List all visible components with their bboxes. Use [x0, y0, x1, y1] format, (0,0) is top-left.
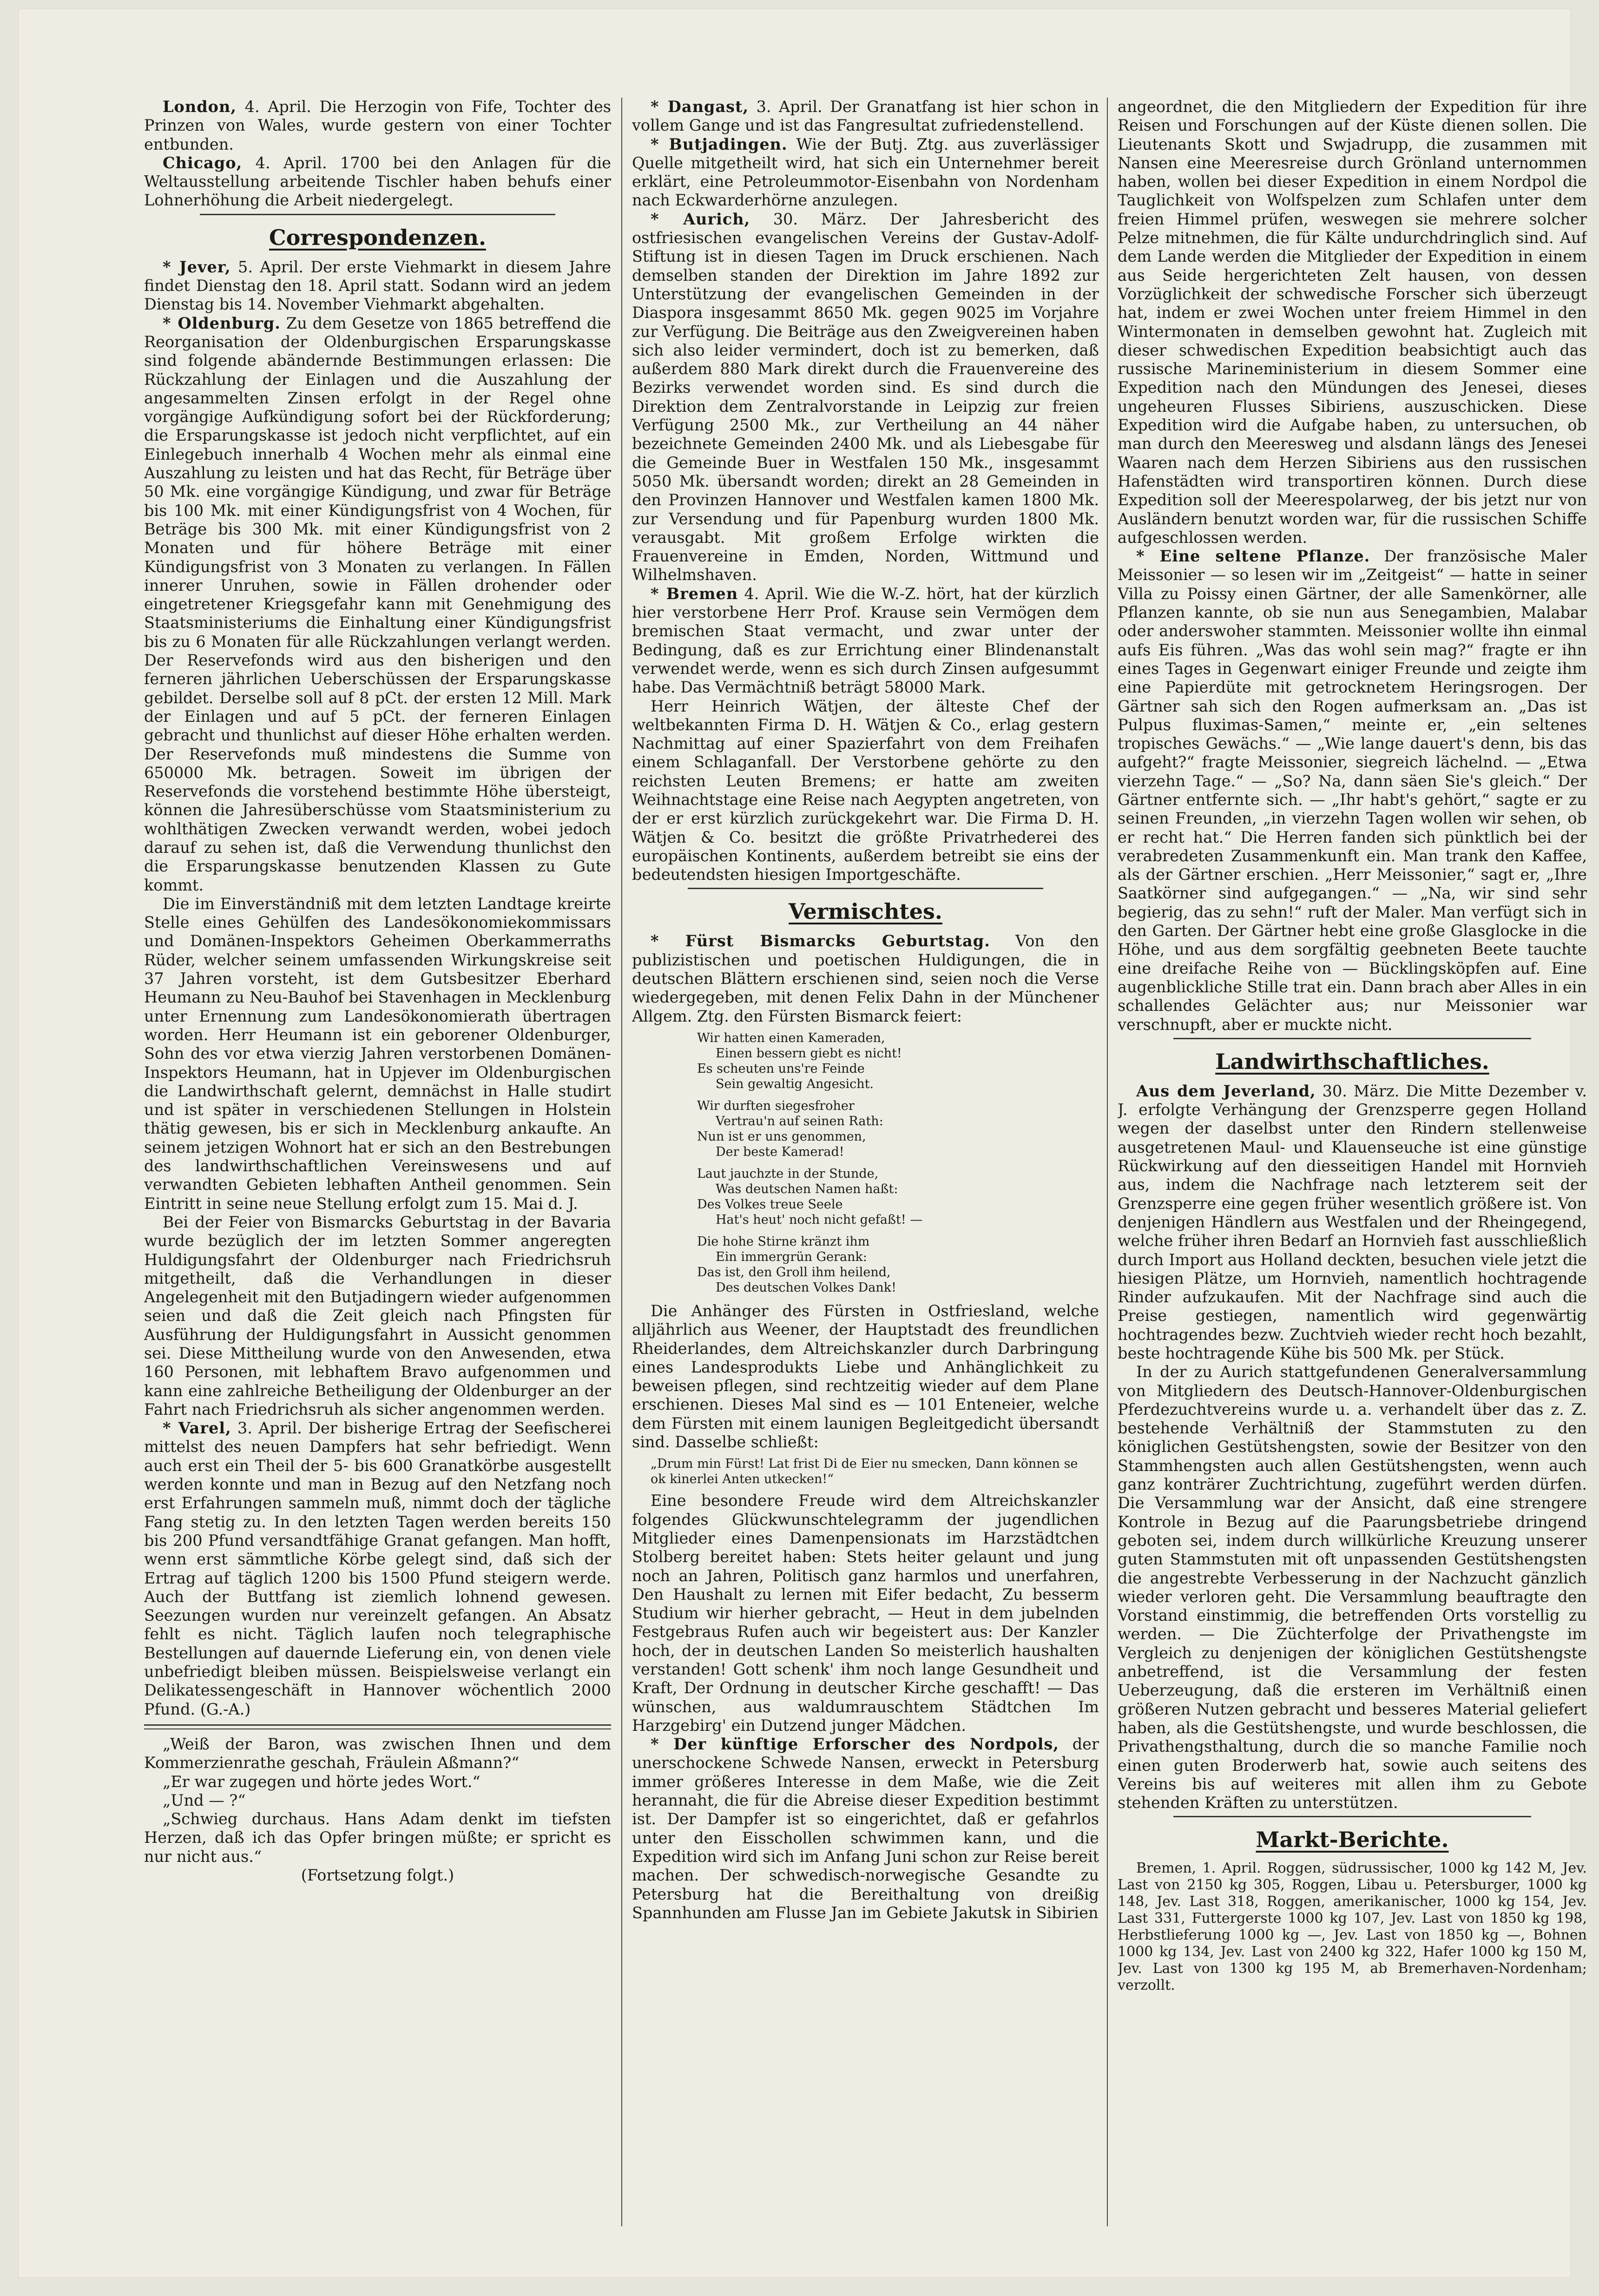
news-london: London, 4. April. Die Herzogin von Fife, Tochter des Prinzen von Wales, wurde gestern von einer Tochter entbunden. — [144, 98, 611, 153]
section-heading-landwirthschaftliches: Landwirthschaftliches. — [1215, 1049, 1489, 1074]
poem — [697, 1030, 1099, 1295]
section-heading-correspondenzen: Correspondenzen. — [269, 224, 486, 250]
poem-line: Es scheuten uns're Feinde — [697, 1061, 865, 1076]
column-2 — [632, 98, 1099, 2226]
poem-line: Sein gewaltig Angesicht. — [716, 1076, 874, 1091]
market-report: Bremen, 1. April. Roggen, südrussischer, 1000 kg 142 M, Jev. Last von 2150 kg 305, Roggen, Libau u. Petersburger, 1000 kg 148, Jev. Last 318, Roggen, amerikanischer, 1000 kg 154, Jev. Last 331, Futtergerste 1000 kg 107, Jev. Last von 1850 kg 198, Herbstlieferung 1000 kg —, Jev. Last von 1850 kg —, Bohnen 1000 kg 134, Jev. Last von 2400 kg 322, Hafer 1000 kg 150 M, Jev. Last von 1300 kg 195 M, ab Bremerhaven-Nordenham; verzollt. — [1118, 1860, 1587, 1994]
news-oldenburg-3: Bei der Feier von Bismarcks Geburtstag in der Bavaria wurde bezüglich der im letzten Sommer angeregten Huldigungsfahrt der Oldenburger nach Friedrichsruh mitgetheilt, daß die Verhandlungen in dieser Angelegenheit mit den Butjadingern wieder aufgenommen seien und daß die Zeit gleich nach Pfingsten für Ausführung der Huldigungsfahrt in Aussicht genommen sei. Diese Mittheilung wurde von den Anwesenden, etwa 160 Personen, mit lebhaftem Bravo aufgenommen und kann eine zahlreiche Betheiligung der Oldenburger an der Fahrt nach Friedrichsruh als sicher angenommen werden. — [144, 1213, 611, 1419]
divider — [688, 888, 1043, 889]
column-rule-1 — [621, 98, 622, 2226]
divider — [200, 214, 555, 215]
news-nordpol: * Der künftige Erforscher des Nordpols, der unerschockene Schwede Nansen, erweckt in Petersburg immer größeres Interesse in dem Maße, wie die Zeit herannaht, die für die Abreise dieser Expedition bestimmt ist. Der Dampfer ist so eingerichtet, daß er gefahrlos unter den Eisschollen schwimmen kann, und die Expedition wird sich im Anfang Juni schon zur Reise bereit machen. Der schwedisch-norwegische Gesandte zu Petersburg hat die Bereithaltung von dreißig Spannhunden am Flusse Jan im Gebiete Jakutsk in Sibirien — [632, 1735, 1099, 1922]
news-bismarck: * Fürst Bismarcks Geburtstag. Von den publizistischen und poetischen Huldigungen, die in deutschen Blättern erschienen sind, seien noch die Verse wiedergegeben, mit denen Felix Dahn in der Münchener Allgem. Ztg. den Fürsten Bismarck feiert: — [632, 932, 1099, 1025]
poem-line: Des deutschen Volkes Dank! — [716, 1280, 896, 1295]
column-rule-2 — [1107, 98, 1108, 2226]
poem-line: Wir durften siegesfroher — [697, 1098, 855, 1113]
story-line-1: „Weiß der Baron, was zwischen Ihnen und dem Kommerzienrathe geschah, Fräulein Aßmann?“ — [144, 1735, 611, 1772]
news-oldenburg: * Oldenburg. Zu dem Gesetze von 1865 betreffend die Reorganisation der Oldenburgischen Ersparungskasse sind folgende abändernde Bestimmungen erlassen: Die Rückzahlung der Einlagen und die Auszahlung der angesammelten Zinsen erfolgt in der Regel ohne vorgängige Aufkündigung sofort bei der Rückforderung; die Ersparungskasse ist jedoch nicht verpflichtet, auf ein Einlegebuch innerhalb 4 Wochen mehr als einmal eine Auszahlung zu leisten und hat das Recht, für Beträge über 50 Mk. eine vorgängige Kündigung, und zwar für Beträge bis 100 Mk. mit einer Kündigungsfrist von 4 Wochen, für Beträge bis 300 Mk. mit einer Kündigungsfrist von 2 Monaten und für höhere Beträge mit einer Kündigungsfrist von 3 Monaten zu verlangen. In Fällen innerer Unruhen, sowie in Fällen drohender oder eingetretener Kriegsgefahr kann mit Genehmigung des Staatsministeriums die Einhaltung einer Kündigungsfrist bis zu 6 Monaten für alle Rückzahlungen verlangt werden. Der Reservefonds wird aus den bisherigen und den ferneren jährlichen Ueberschüssen der Ersparungskasse gebildet. Derselbe soll auf 8 pCt. der ersten 12 Mill. Mark der Einlagen und auf 5 pCt. der ferneren Einlagen gebracht und thunlichst auf dieser Höhe erhalten werden. Der Reservefonds muß mindestens die Summe von 650000 Mk. betragen. Soweit im übrigen der Reservefonds die vorstehend bestimmte Höhe übersteigt, können die Jahresüberschüsse vom Staatsministerium zu wohlthätigen Zwecken verwandt werden, wobei jedoch darauf zu sehen ist, daß die Verwendung thunlichst den die Ersparungskasse benutzenden Klassen zu Gute kommt. — [144, 314, 611, 894]
news-oldenburg-2: Die im Einverständniß mit dem letzten Landtage kreirte Stelle eines Gehülfen des Landesökonomiekommissars und Domänen-Inspektors Geheimen Oberkammerraths Rüder, welcher seinem umfassenden Wirkungskreise seit 37 Jahren vorsteht, ist dem Gutsbesitzer Eberhard Heumann zu Neu-Bauhof bei Stavenhagen in Mecklenburg unter Ernennung zum Landesökonomierath übertragen worden. Herr Heumann ist ein geborener Oldenburger, Sohn des vor etwa vierzig Jahren verstorbenen Domänen-Inspektors Heumann, hat in Upjever im Oldenburgischen die Landwirthschaft gelernt, demnächst in Halle studirt und ist später in verschiedenen Stellungen in Holstein thätig gewesen, bis er sich in Mecklenburg ankaufte. An seinem jetzigen Wohnort hat er sich an den Bestrebungen des landwirthschaftlichen Vereinswesens und auf verwandten Gebieten lebhaften Antheil genommen. Sein Eintritt in seine neue Stellung erfolgt zum 15. Mai d. J. — [144, 894, 611, 1213]
feuilleton-divider — [144, 1724, 611, 1729]
news-ostfriesland: Die Anhänger des Fürsten in Ostfriesland, welche alljährlich aus Weener, der Hauptstadt des freundlichen Rheiderlandes, dem Altreichskanzler durch Darbringung eines Landesprodukts Liebe und Anhänglichkeit zu beweisen pflegen, sind rechtzeitig wieder auf dem Plane erschienen. Dieses Mal sind es — 101 Enteneier, welche dem Fürsten mit einem launigen Begleitgedicht übersandt sind. Dasselbe schließt: — [632, 1301, 1099, 1451]
story-line-3: „Und — ?“ — [163, 1791, 246, 1809]
news-aurich: * Aurich, 30. März. Der Jahresbericht des ostfriesischen evangelischen Vereins der Gustav-Adolf-Stiftung ist in diesen Tagen im Druck erschienen. Nach demselben standen der Direktion im Jahre 1892 zur Unterstützung der evangelischen Gemeinden in der Diaspora insgesammt 8650 Mk. gegen 9025 im Vorjahre zur Verfügung. Die Beiträge aus den Zweigvereinen haben sich also leider vermindert, doch ist zu bemerken, daß außerdem 880 Mark direkt durch die Frauenvereine des Bezirks verwendet worden sind. Es sind durch die Direktion dem Zentralvorstande in Leipzig zur freien Verfügung 2500 Mk., zur Vertheilung an 44 näher bezeichnete Gemeinden 2400 Mk. und als Liebesgabe für die Gemeinde Buer in Westfalen 150 Mk., insgesammt 5050 Mk. übersandt worden; direkt an 28 Gemeinden in den Provinzen Hannover und Westfalen kamen 1800 Mk. zur Versendung und für Papenburg wurden 1800 Mk. verausgabt. Mit großem Erfolge wirkten die Frauenvereine in Emden, Norden, Wittmund und Wilhelmshaven. — [632, 210, 1099, 584]
poem-line: Der beste Kamerad! — [716, 1144, 844, 1159]
poem-stanza — [697, 1030, 1099, 1092]
news-jeverland: Aus dem Jeverland, 30. März. Die Mitte Dezember v. J. erfolgte Verhängung der Grenzsperre gegen Holland wegen der daselbst unter den Rindern stellenweise ausgetretenen Maul- und Klauenseuche ist eine günstige Rückwirkung auf den diesseitigen Handel mit Hornvieh aus, indem die Nachfrage nach letzterem seit der Grenzsperre eine gegen früher wesentlich größere ist. Von denjenigen Händlern aus Westfalen und der Rheingegend, welche früher ihren Bedarf an Hornvieh fast ausschließlich durch Import aus Holland deckten, besuchen viele jetzt die hiesigen Plätze, um Hornvieh, namentlich hochtragende Rinder aufzukaufen. Mit der Nachfrage sind auch die Preise gestiegen, namentlich wird gegenwärtig hochtragendes bezw. Zuchtvieh wieder recht hoch bezahlt, beste hochtragende Kühe bis 500 Mk. per Stück. — [1118, 1082, 1587, 1362]
news-varel: * Varel, 3. April. Der bisherige Ertrag der Seefischerei mittelst des neuen Dampfers hat sehr befriedigt. Wenn auch erst ein Theil der 5- bis 600 Granatkörbe ausgestellt werden konnte und man in Bezug auf den Netzfang noch erst Erfahrungen sammeln muß, nimmt doch der tägliche Fang stetig zu. In den letzten Tagen werden bereits 150 bis 200 Pfund versandtfähige Granat gefangen. Man hofft, wenn erst sämmtliche Körbe gelegt sind, daß sich der Ertrag auf täglich 1200 bis 1500 Pfund steigern werde. Auch der Buttfang ist ziemlich lohnend gewesen. Seezungen wurden nur vereinzelt gefangen. An Absatz fehlt es nicht. Täglich laufen noch telegraphische Bestellungen auf dauernde Lieferung ein, von denen viele unbefriedigt bleiben müssen. Beispielsweise verlangt ein Delikatessengeschäft in Hannover wöchentlich 2000 Pfund. (G.-A.) — [144, 1419, 611, 1718]
poem-line: Vertrau'n auf seinen Rath: — [716, 1114, 883, 1128]
continuation-note: (Fortsetzung folgt.) — [301, 1866, 454, 1885]
news-bremen-2: Herr Heinrich Wätjen, der älteste Chef der weltbekannten Firma D. H. Wätjen & Co., erlag gestern Nachmittag auf einer Spazierfahrt von dem Freihafen einem Schlaganfall. Der Verstorbene gehörte zu den reichsten Leuten Bremens; er hatte am zweiten Weihnachtstage eine Reise nach Aegypten angetreten, von der er erst kürzlich zurückgekehrt war. Die Firma D. H. Wätjen & Co. besitzt die größte Privatrhederei des europäischen Kontinents, außerdem betreibt sie eins der bedeutendsten hiesigen Importgeschäfte. — [632, 697, 1099, 884]
story-line-2: „Er war zugegen und hörte jedes Wort.“ — [163, 1772, 480, 1791]
poem-line: Laut jauchzte in der Stunde, — [697, 1166, 879, 1181]
poem-line: Die hohe Stirne kränzt ihm — [697, 1234, 870, 1249]
news-pferdezucht: In der zu Aurich stattgefundenen Generalversammlung von Mitgliedern des Deutsch-Hannover-Oldenburgischen Pferdezuchtvereins wurde u. a. verhandelt über das z. Z. bestehende Verhältniß der Stammstuten zu den königlichen Gestütshengsten, sowie der Besitzer von den Stammhengsten auch allen Gestütshengsten, wenn auch ganz konträrer Zuchtrichtung, zugeführt werden dürfen. Die Versammlung war der Ansicht, daß eine strengere Kontrole in Bezug auf die Paarungsbetriebe dringend geboten sei, indem durch willkürliche Kreuzung unserer guten Stammstuten mit oft unpassenden Gestütshengsten die angestrebte Verbesserung in der Nachzucht gänzlich wieder verloren geht. Die Versammlung beauftragte den Vorstand einstimmig, die betreffenden Orts vorstellig zu werden. — Die Züchterfolge der Privathengste im Vergleich zu denjenigen der königlichen Gestütshengste anbetreffend, ist die Versammlung der festen Ueberzeugung, daß die ersteren im Verhältniß einen größeren Nutzen gebracht und besseres Material geliefert haben, als die Gestütshengste, und wurde beschlossen, die Privathengsthaltung, durch die so manche Familie noch einen guten Broderwerb hat, sowie auch seitens des Vereins bis auf weiteres mit allen ihm zu Gebote stehenden Kräften zu unterstützen. — [1118, 1363, 1587, 1812]
poem-line: Einen bessern giebt es nicht! — [716, 1046, 902, 1061]
poem-line: Hat's heut' noch nicht gefaßt! — — [716, 1212, 923, 1227]
poem-stanza — [697, 1166, 1099, 1227]
divider — [1173, 1038, 1531, 1039]
poem-line: Wir hatten einen Kameraden, — [697, 1030, 885, 1045]
poem-line: Was deutschen Namen haßt: — [716, 1181, 898, 1196]
news-stolberg: Eine besondere Freude wird dem Altreichskanzler folgendes Glückwunschtelegramm der jugendlichen Mitglieder eines Damenpensionats im Harzstädtchen Stolberg bereitet haben: Stets heiter gelaunt und jung noch an Jahren, Politisch ganz harmlos und unerfahren, Den Haushalt zu lernen mit Eifer bedacht, Zu besserm Studium wir hierher gebracht, — Heut in dem jubelnden Festgebraus Rufen auch wir begeistert aus: Der Kanzler hoch, der in deutschen Landen So meisterlich haushalten verstanden! Gott schenk' ihm noch lange Gesundheit und Kraft, Der Ordnung in deutscher Kirche geschafft! — Das wünschen, aus waldumrauschtem Städtchen Im Harzgebirg' ein Dutzend junger Mädchen. — [632, 1491, 1099, 1735]
poem-stanza — [697, 1234, 1099, 1295]
divider — [1173, 1816, 1531, 1817]
section-heading-vermischtes: Vermischtes. — [789, 899, 942, 924]
poem-line: Des Volkes treue Seele — [697, 1197, 843, 1212]
section-heading-marktberichte: Markt-Berichte. — [1256, 1827, 1449, 1853]
news-nordpol-continued: angeordnet, die den Mitgliedern der Expedition für ihre Reisen und Forschungen auf der Küste dienen sollen. Die Lieutenants Skott und Swjadrupp, die zusammen mit Nansen eine Meeresreise durch Grönland unternommen haben, wollen bei dieser Expedition in einem Nordpol die Tauglichkeit von Wolfspelzen zum Schlafen unter dem freien Himmel prüfen, weswegen sie mehrere solcher Pelze mitnehmen, die für Kälte undurchdringlich sind. Auf dem Lande werden die Mitglieder der Expedition in einem aus Seide hergerichteten Zelt hausen, von dessen Vorzüglichkeit der schwedische Forscher sich überzeugt hat, indem er zwei Wochen unter freiem Himmel in den Wintermonaten in demselben gewohnt hat. Zugleich mit dieser schwedischen Expedition beabsichtigt auch das russische Marineministerium in diesem Sommer eine Expedition nach den Mündungen des Jenesei, dieses ungeheuren Flusses Sibiriens, auszuschicken. Diese Expedition wird die Aufgabe haben, zu untersuchen, ob man durch den Meeresweg und alsdann längs des Jenesei Waaren nach dem Herzen Sibiriens aus den russischen Hafenstädten wird transportiren können. Durch diese Expedition soll der Meerespolarweg, der bis jetzt nur von Ausländern benutzt worden war, für die russischen Schiffe aufgeschlossen werden. — [1118, 98, 1587, 547]
news-dangast: * Dangast, 3. April. Der Granatfang ist hier schon in vollem Gange und ist das Fangresultat zufriedenstellend. — [632, 98, 1099, 135]
news-bremen: * Bremen 4. April. Wie die W.-Z. hört, hat der kürzlich hier verstorbene Herr Prof. Krause sein Vermögen dem bremischen Staat vermacht, und zwar unter der Bedingung, daß es zur Errichtung einer Blindenanstalt verwendet werde, wenn es sich durch Zinsen aufgesummt habe. Das Vermächtniß beträgt 58000 Mark. — [632, 584, 1099, 697]
column-3 — [1118, 98, 1587, 2226]
news-pflanze: * Eine seltene Pflanze. Der französische Maler Meissonier — so lesen wir im „Zeitgeist“ — hatte in seiner Villa zu Poissy einen Gärtner, der alle Samenkörner, alle Pflanzen kannte, ob sie nun aus Senegambien, Malabar oder anderswoher stammten. Meissonier wollte ihn einmal aufs Eis führen. „Was das wohl sein mag?“ fragte er ihn eines Tages in Gegenwart einiger Freunde und zeigte ihm eine Papierdüte mit getrocknetem Heringsrogen. Der Gärtner sah sich den Rogen aufmerksam an. „Das ist Pulpus fluximas-Samen,“ meinte er, „ein seltenes tropisches Gewächs.“ — „Wie lange dauert's denn, bis das aufgeht?“ fragte Meissonier, siegreich lächelnd. — „Etwa vierzehn Tage.“ — „So? Na, dann säen Sie's gleich.“ Der Gärtner entfernte sich. — „Ihr habt's gehört,“ sagte er zu seinen Freunden, „in vierzehn Tagen wollen wir sehen, ob er recht hat.“ Die Herren fanden sich pünktlich bei der verabredeten Zusammenkunft ein. Man trank den Kaffee, als der Gärtner erschien. „Herr Meissonier,“ sagt er, „Ihre Saatkörner sind aufgegangen.“ — „Na, wir sind sehr begierig, das zu sehn!“ ruft der Maler. Man verfügt sich in den Garten. Der Gärtner hebt eine große Glasglocke in die Höhe, und aus dem sorgfältig geebneten Beete tauchte eine dreifache Reihe von — Bücklingsköpfen auf. Eine augenblickliche Stille trat ein. Dann brach aber Alles in ein schallendes Gelächter aus; nur Meissonier war verschnupft, aber er muckte nicht. — [1118, 547, 1587, 1034]
newspaper-page — [19, 9, 1587, 2277]
poem-stanza — [697, 1098, 1099, 1160]
news-jever: * Jever, 5. April. Der erste Viehmarkt in diesem Jahre findet Dienstag den 18. April statt. Sodann wird an jedem Dienstag bis 14. November Viehmarkt abgehalten. — [144, 257, 611, 314]
quote: „Drum min Fürst! Lat frist Di de Eier nu smecken, Dann können se ok kinerlei Anten utkecken!“ — [651, 1457, 1078, 1487]
poem-line: Nun ist er uns genommen, — [697, 1129, 866, 1144]
poem-line: Das ist, den Groll ihm heilend, — [697, 1265, 891, 1280]
column-1 — [144, 98, 611, 2226]
poem-line: Ein immergrün Gerank: — [716, 1249, 867, 1264]
news-butjadingen: * Butjadingen. Wie der Butj. Ztg. aus zuverlässiger Quelle mitgetheilt wird, hat sich ein Unternehmer bereit erklärt, eine Petroleummotor-Eisenbahn von Nordenham nach Eckwarderhörne anzulegen. — [632, 135, 1099, 210]
news-chicago: Chicago, 4. April. 1700 bei den Anlagen für die Weltausstellung arbeitende Tischler haben behufs einer Lohnerhöhung die Arbeit niedergelegt. — [144, 153, 611, 210]
story-line-4: „Schwieg durchaus. Hans Adam denkt im tiefsten Herzen, daß ich das Opfer bringen müßte; er spricht es nur nicht aus.“ — [144, 1810, 611, 1866]
